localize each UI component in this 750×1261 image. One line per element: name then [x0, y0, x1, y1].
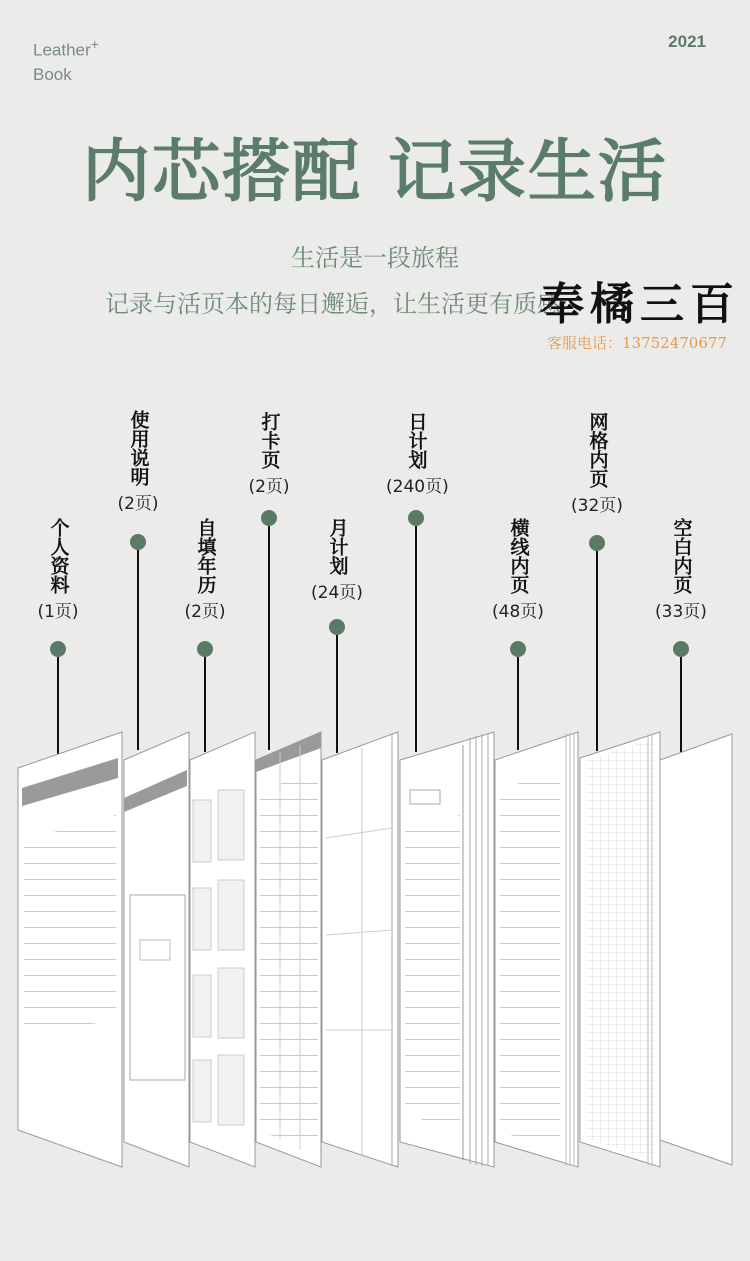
section-name: 自填年历	[194, 518, 217, 594]
section-count: (32页)	[571, 496, 623, 516]
section-name: 个人资料	[47, 518, 70, 594]
page-usage	[124, 732, 189, 1167]
subtitle-line-2: 记录与活页本的每日邂逅，让生活更有质感	[105, 290, 561, 318]
page-daily	[400, 732, 494, 1167]
section-count: (33页)	[655, 602, 707, 622]
page-monthly	[322, 732, 398, 1167]
watermark-text: 奉橘三百	[540, 279, 740, 330]
headline: 内芯搭配 记录生活	[82, 133, 668, 212]
section-name: 打卡页	[258, 412, 281, 469]
watermark-phone: 客服电话：13752470677	[547, 334, 727, 352]
section-name: 横线内页	[507, 518, 530, 594]
page-lined	[495, 732, 578, 1167]
section-name: 使用说明	[127, 410, 150, 486]
section-name: 月计划	[326, 518, 349, 575]
year-label: 2021	[668, 32, 706, 51]
page-personal	[18, 732, 122, 1167]
page-blank	[660, 734, 732, 1165]
brand-logo: Leather+ Book	[33, 36, 99, 84]
page-checkin	[256, 732, 321, 1167]
section-name: 网格内页	[586, 412, 609, 488]
section-count: (2页)	[117, 494, 159, 514]
section-count: (1页)	[37, 602, 79, 622]
subtitle-line-1: 生活是一段旅程	[291, 244, 459, 272]
section-count: (240页)	[386, 477, 449, 497]
section-count: (2页)	[184, 602, 226, 622]
section-count: (48页)	[492, 602, 544, 622]
page-grid	[580, 732, 660, 1167]
section-name: 空白内页	[670, 518, 693, 594]
page-calendar	[190, 732, 255, 1167]
section-count: (2页)	[248, 477, 290, 497]
section-name: 日计划	[405, 412, 428, 469]
section-count: (24页)	[311, 583, 363, 603]
